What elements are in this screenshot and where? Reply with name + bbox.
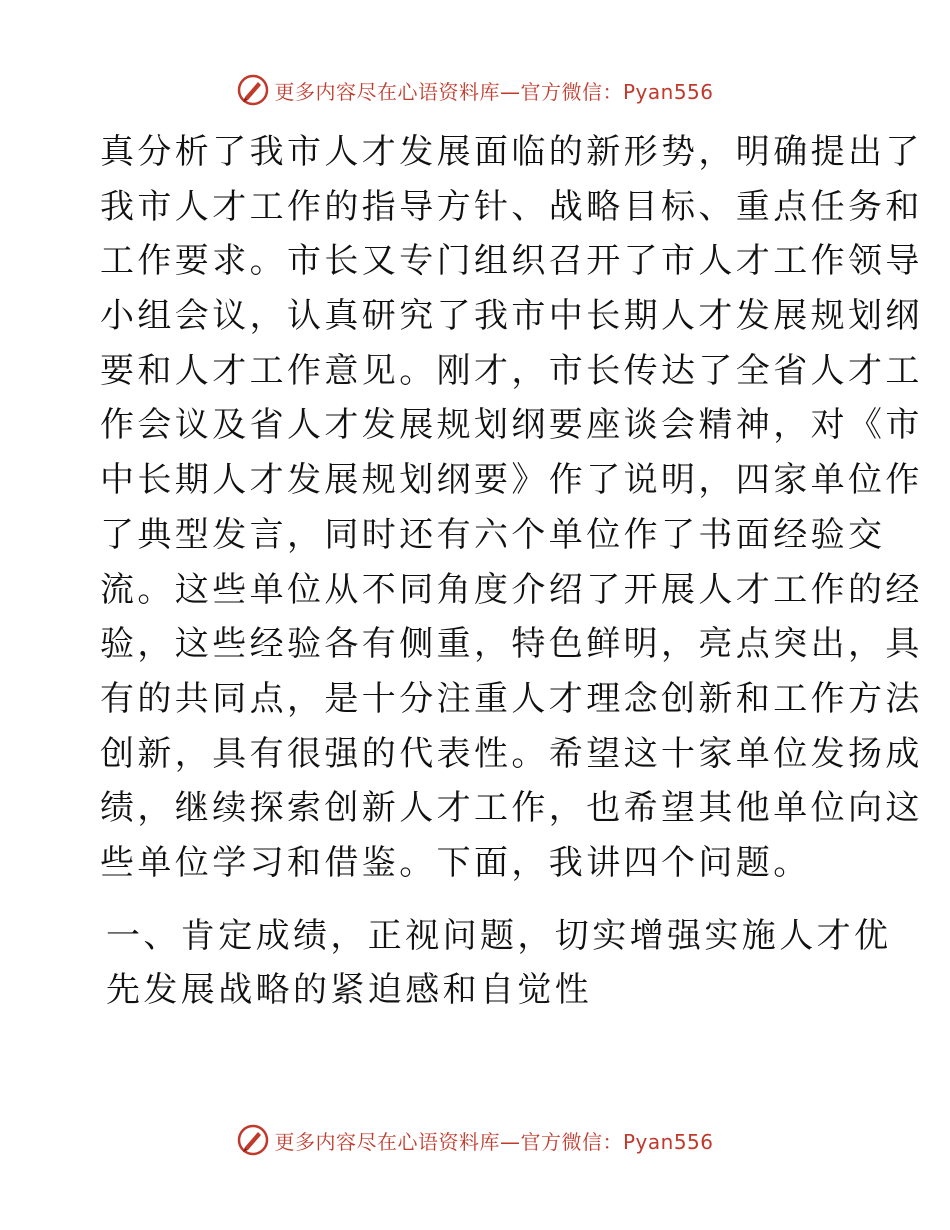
text-line: 验，这些经验各有侧重，特色鲜明，亮点突出，具 [100, 624, 923, 665]
text-line: 真分析了我市人才发展面临的新形势，明确提出了 [100, 132, 923, 172]
text-line: 流。这些单位从不同角度介绍了开展人才工作的经 [100, 569, 923, 610]
heading-line: 先发展战略的紧迫感和自觉性 [106, 970, 593, 1011]
text-line: 绩，继续探索创新人才工作，也希望其他单位向这 [100, 788, 923, 829]
document-body [100, 125, 923, 1018]
text-line: 要和人才工作意见。刚才，市长传达了全省人才工 [100, 350, 923, 391]
section-heading [100, 909, 892, 1018]
text-line: 中长期人才发展规划纲要》作了说明，四家单位作 [100, 460, 923, 501]
footer-watermark-banner [0, 1122, 950, 1158]
pen-logo-icon [236, 73, 270, 107]
pen-logo-icon [236, 1123, 270, 1157]
text-line: 有的共同点，是十分注重人才理念创新和工作方法 [100, 678, 923, 719]
heading-line: 一、肯定成绩，正视问题，切实增强实施人才优 [106, 915, 892, 956]
header-watermark-banner [0, 72, 950, 108]
banner-wechat-handle: Pyan556 [622, 1129, 714, 1154]
banner-text [274, 76, 713, 105]
text-line: 些单位学习和借鉴。下面，我讲四个问题。 [100, 842, 811, 883]
text-line: 我市人才工作的指导方针、战略目标、重点任务和 [100, 186, 923, 227]
text-line: 工作要求。市长又专门组织召开了市人才工作领导 [100, 241, 923, 282]
text-line: 小组会议，认真研究了我市中长期人才发展规划纲 [100, 296, 923, 337]
banner-label: 更多内容尽在心语资料库—官方微信： [274, 79, 623, 104]
text-line: 创新，具有很强的代表性。希望这十家单位发扬成 [100, 733, 923, 774]
banner-wechat-handle: Pyan556 [622, 79, 714, 104]
text-line: 了典型发言，同时还有六个单位作了书面经验交 [100, 514, 886, 555]
banner-text [274, 1126, 713, 1155]
banner-label: 更多内容尽在心语资料库—官方微信： [274, 1129, 623, 1154]
body-paragraph [100, 125, 923, 891]
text-line: 作会议及省人才发展规划纲要座谈会精神，对《市 [100, 405, 923, 446]
